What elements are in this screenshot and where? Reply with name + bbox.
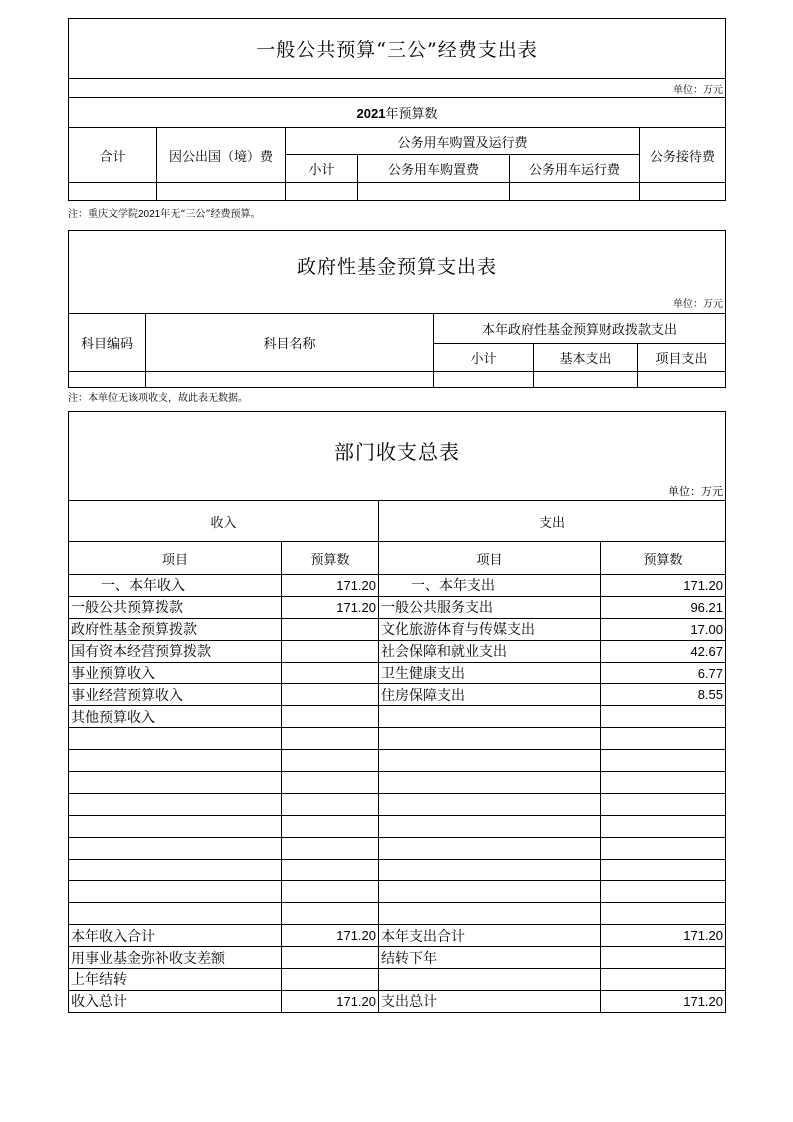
income-item: 政府性基金预算拨款 (69, 618, 282, 640)
expense-item (379, 881, 601, 903)
table-row (69, 990, 726, 1012)
income-item (69, 881, 282, 903)
header-code: 科目编码 (69, 314, 146, 372)
expense-value (601, 969, 726, 991)
expense-value: 96.21 (601, 596, 726, 618)
sangong-note (68, 205, 260, 220)
fund-title: 政府性基金预算支出表 (69, 231, 726, 293)
expense-item (379, 750, 601, 772)
income-item: 其他预算收入 (69, 706, 282, 728)
income-value: 171.20 (282, 596, 379, 618)
expense-value (601, 728, 726, 750)
income-value (282, 684, 379, 706)
table-row (69, 837, 726, 859)
table-cell (510, 183, 640, 201)
expense-item (379, 969, 601, 991)
income-value: 171.20 (282, 990, 379, 1012)
expense-value (601, 903, 726, 925)
table-cell (358, 183, 510, 201)
expense-item: 卫生健康支出 (379, 662, 601, 684)
table-row (69, 640, 726, 662)
income-value (282, 706, 379, 728)
income-item (69, 815, 282, 837)
expense-value (601, 859, 726, 881)
table-row (69, 750, 726, 772)
expense-value (601, 750, 726, 772)
income-item (69, 859, 282, 881)
table-cell (286, 183, 358, 201)
summary-title: 部门收支总表 (69, 412, 726, 483)
sangong-empty-row (69, 183, 726, 201)
header-vehicle-group: 公务用车购置及运行费 (286, 128, 640, 155)
expense-header: 支出 (379, 501, 726, 542)
income-value (282, 728, 379, 750)
summary-table (68, 411, 726, 1013)
expense-item: 结转下年 (379, 947, 601, 969)
income-value (282, 793, 379, 815)
table-row (69, 684, 726, 706)
expense-value: 6.77 (601, 662, 726, 684)
income-item: 国有资本经营预算拨款 (69, 640, 282, 662)
income-value (282, 815, 379, 837)
expense-item: 社会保障和就业支出 (379, 640, 601, 662)
table-row (69, 772, 726, 794)
table-row (69, 618, 726, 640)
income-value (282, 837, 379, 859)
expense-item (379, 793, 601, 815)
summary-body (69, 575, 726, 1013)
expense-item (379, 815, 601, 837)
income-item: 事业预算收入 (69, 662, 282, 684)
expense-value (601, 772, 726, 794)
expense-value (601, 947, 726, 969)
table-row (69, 728, 726, 750)
income-item: 用事业基金弥补收支差额 (69, 947, 282, 969)
table-cell (69, 372, 146, 388)
sangong-table (68, 18, 726, 201)
fund-empty-row (69, 372, 726, 388)
header-abroad: 因公出国（境）费 (157, 128, 286, 183)
expense-value (601, 815, 726, 837)
income-item: 上年结转 (69, 969, 282, 991)
table-cell (640, 183, 726, 201)
income-value (282, 662, 379, 684)
income-value (282, 859, 379, 881)
summary-table-section (68, 411, 725, 1013)
table-cell (157, 183, 286, 201)
income-value: 171.20 (282, 925, 379, 947)
income-value (282, 750, 379, 772)
expense-item: 支出总计 (379, 990, 601, 1012)
table-row (69, 662, 726, 684)
header-total: 合计 (69, 128, 157, 183)
expense-value (601, 793, 726, 815)
sangong-year-num: 2021 (356, 106, 386, 121)
income-item (69, 750, 282, 772)
table-row (69, 859, 726, 881)
expense-item (379, 728, 601, 750)
expense-item (379, 772, 601, 794)
expense-item (379, 706, 601, 728)
income-col-item: 项目 (69, 542, 282, 575)
fund-table (68, 230, 726, 388)
table-row (69, 881, 726, 903)
fund-table-section (68, 230, 725, 388)
expense-value (601, 837, 726, 859)
income-item: 事业经营预算收入 (69, 684, 282, 706)
fund-note: 注：本单位无该项收支，故此表无数据。 (68, 393, 248, 404)
table-row (69, 947, 726, 969)
expense-item: 文化旅游体育与传媒支出 (379, 618, 601, 640)
table-row (69, 596, 726, 618)
sangong-year-label (69, 98, 726, 128)
sangong-note-num: 2021 (138, 209, 161, 220)
income-value (282, 969, 379, 991)
header-subtotal: 小计 (286, 155, 358, 183)
expense-item: 本年支出合计 (379, 925, 601, 947)
table-row (69, 575, 726, 597)
table-row (69, 815, 726, 837)
income-value (282, 772, 379, 794)
expense-value: 171.20 (601, 575, 726, 597)
expense-col-item: 项目 (379, 542, 601, 575)
table-cell (69, 183, 157, 201)
sangong-title: 一般公共预算“三公”经费支出表 (69, 19, 726, 79)
header-fund-project: 项目支出 (638, 344, 726, 372)
income-item: 本年收入合计 (69, 925, 282, 947)
sangong-table-section (68, 18, 725, 201)
table-cell (534, 372, 638, 388)
sangong-note-post: 年无“三公”经费预算。 (160, 209, 261, 220)
expense-col-budget: 预算数 (601, 542, 726, 575)
income-value (282, 618, 379, 640)
expense-item (379, 859, 601, 881)
header-reception: 公务接待费 (640, 128, 726, 183)
income-value: 171.20 (282, 575, 379, 597)
income-item (69, 728, 282, 750)
header-name: 科目名称 (146, 314, 434, 372)
income-item (69, 903, 282, 925)
table-cell (434, 372, 534, 388)
sangong-note-pre: 注：重庆文学院 (68, 209, 138, 220)
expense-value (601, 881, 726, 903)
table-cell (638, 372, 726, 388)
income-value (282, 640, 379, 662)
table-row (69, 706, 726, 728)
expense-value (601, 706, 726, 728)
header-fund-group: 本年政府性基金预算财政拨款支出 (434, 314, 726, 344)
expense-value: 42.67 (601, 640, 726, 662)
expense-item: 一、本年支出 (379, 575, 601, 597)
sangong-unit: 单位：万元 (69, 79, 726, 98)
expense-item (379, 903, 601, 925)
income-item (69, 772, 282, 794)
income-item (69, 837, 282, 859)
expense-value: 17.00 (601, 618, 726, 640)
header-fund-subtotal: 小计 (434, 344, 534, 372)
expense-item: 一般公共服务支出 (379, 596, 601, 618)
expense-value: 171.20 (601, 925, 726, 947)
expense-value: 171.20 (601, 990, 726, 1012)
header-fund-basic: 基本支出 (534, 344, 638, 372)
income-value (282, 947, 379, 969)
expense-item: 住房保障支出 (379, 684, 601, 706)
income-item: 一般公共预算拨款 (69, 596, 282, 618)
table-row (69, 969, 726, 991)
income-item: 收入总计 (69, 990, 282, 1012)
income-col-budget: 预算数 (282, 542, 379, 575)
header-purchase: 公务用车购置费 (358, 155, 510, 183)
summary-unit: 单位：万元 (69, 483, 726, 501)
sangong-year-rest: 年预算数 (385, 107, 438, 122)
income-value (282, 903, 379, 925)
table-row (69, 903, 726, 925)
table-row (69, 925, 726, 947)
expense-value: 8.55 (601, 684, 726, 706)
expense-item (379, 837, 601, 859)
income-header: 收入 (69, 501, 379, 542)
income-item: 一、本年收入 (69, 575, 282, 597)
header-operation: 公务用车运行费 (510, 155, 640, 183)
table-cell (146, 372, 434, 388)
income-value (282, 881, 379, 903)
table-row (69, 793, 726, 815)
income-item (69, 793, 282, 815)
fund-unit: 单位：万元 (69, 293, 726, 314)
